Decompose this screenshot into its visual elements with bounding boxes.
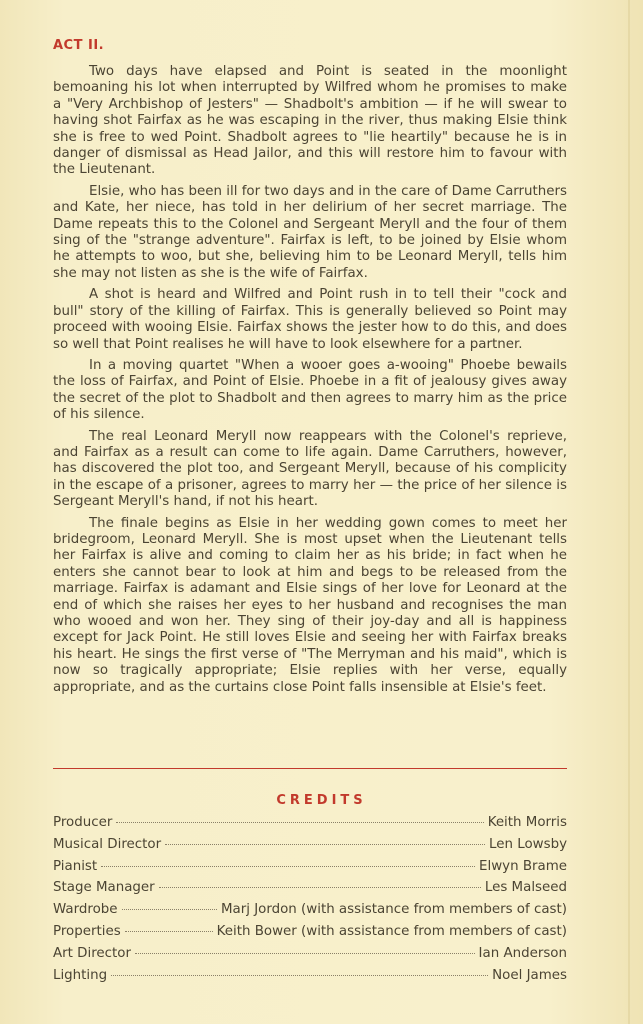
credit-role: Properties bbox=[53, 923, 121, 939]
credit-role: Producer bbox=[53, 815, 113, 830]
credit-name: Les Malseed bbox=[484, 880, 567, 896]
credit-role: Musical Director bbox=[53, 836, 162, 852]
credit-row bbox=[53, 815, 567, 837]
credits-heading: CREDITS bbox=[276, 793, 367, 808]
credit-role: Art Director bbox=[53, 945, 131, 961]
synopsis-paragraph: A shot is heard and Wilfred and Point rush in to tell their "cock and bull" story of the killing of Fairfax. This is generally believed so Point may proceed with wooing Elsie. Fairfax shows the jester how to do this, and does so well that Point realises he will have to look elsewhere for a partner. bbox=[53, 287, 567, 352]
credit-role: Wardrobe bbox=[53, 902, 118, 918]
synopsis-paragraph: The finale begins as Elsie in her wedding gown comes to meet her bridegroom, Leonard Meryll. She is most upset when the Lieutenant tells her Fairfax is alive and coming to claim her as his bride; in fact when he enters she cannot bear to look at him and begs to be released from the marriage. Fairfax is adamant and Elsie sings of her love for Leonard at the end of which she raises her eyes to her husband and recognises the man who wooed and won her. They sing of their joy-day and all is happiness except for Jack Point. He still loves Elsie and seeing her with Fairfax breaks his heart. He sings the first verse of "The Merryman and his maid", which is now so tragically appropriate; Elsie replies with her verse, equally appropriate, and as the curtains close Point falls insensible at Elsie's feet. bbox=[53, 515, 567, 695]
dot-leader bbox=[165, 844, 485, 845]
credit-role: Pianist bbox=[53, 858, 98, 874]
credit-name: Noel James bbox=[492, 967, 567, 983]
act-title: ACT II. bbox=[53, 38, 105, 53]
credit-row bbox=[53, 924, 567, 946]
credit-name: Keith Morris bbox=[487, 815, 567, 830]
credit-role: Stage Manager bbox=[53, 880, 155, 896]
credit-name: Keith Bower (with assistance from members of cast) bbox=[216, 923, 567, 939]
synopsis-paragraph: Elsie, who has been ill for two days and in the care of Dame Carruthers and Kate, her niece, has told in her delirium of her secret marriage. The Dame repeats this to the Colonel and Sergeant Meryll and the four of them sing of the "strange adventure". Fairfax is left, to be joined by Elsie whom he attempts to woo, but she, believing him to be Leonard Meryll, tells him she may not listen as she is the wife of Fairfax. bbox=[53, 183, 567, 281]
credits-list bbox=[53, 815, 567, 989]
dot-leader bbox=[116, 822, 483, 823]
dot-leader bbox=[111, 975, 488, 976]
credit-row bbox=[53, 968, 567, 990]
credit-row bbox=[53, 837, 567, 859]
credit-name: Elwyn Brame bbox=[479, 858, 567, 874]
section-divider bbox=[53, 768, 567, 769]
dot-leader bbox=[125, 931, 213, 932]
credit-name: Len Lowsby bbox=[489, 836, 567, 852]
credit-row bbox=[53, 902, 567, 924]
credit-role: Lighting bbox=[53, 967, 108, 983]
synopsis-paragraph: Two days have elapsed and Point is seated in the moonlight bemoaning his lot when interrupted by Wilfred whom he promises to make a "Very Archbishop of Jesters" — Shadbolt's ambition — if he will swear to having shot Fairfax as he was escaping in the river, thus making Elsie think she is free to wed Point. Shadbolt agrees to "lie heartily" because he is in danger of dismissal as Head Jailor, and this will restore him to favour with the Lieutenant. bbox=[53, 64, 567, 178]
page-fold bbox=[628, 0, 630, 1024]
synopsis-paragraph: The real Leonard Meryll now reappears with the Colonel's reprieve, and Fairfax as a result can come to life again. Dame Carruthers, however, has discovered the plot too, and Sergeant Meryll, because of his complicity in the escape of a prisoner, agrees to marry her — the price of her silence is Sergeant Meryll's hand, if not his heart. bbox=[53, 428, 567, 510]
credit-row bbox=[53, 880, 567, 902]
dot-leader bbox=[101, 866, 475, 867]
synopsis-paragraph: In a moving quartet "When a wooer goes a-wooing" Phoebe bewails the loss of Fairfax, and Point of Elsie. Phoebe in a fit of jealousy gives away the secret of the plot to Shadbolt and then agrees to marry him as the price of his silence. bbox=[53, 357, 567, 423]
credit-name: Ian Anderson bbox=[478, 945, 567, 961]
credit-row bbox=[53, 859, 567, 881]
dot-leader bbox=[159, 887, 481, 888]
dot-leader bbox=[122, 909, 217, 910]
act-synopsis bbox=[53, 64, 567, 701]
credit-name: Marj Jordon (with assistance from members of cast) bbox=[220, 902, 567, 918]
dot-leader bbox=[135, 953, 475, 954]
credit-row bbox=[53, 946, 567, 968]
